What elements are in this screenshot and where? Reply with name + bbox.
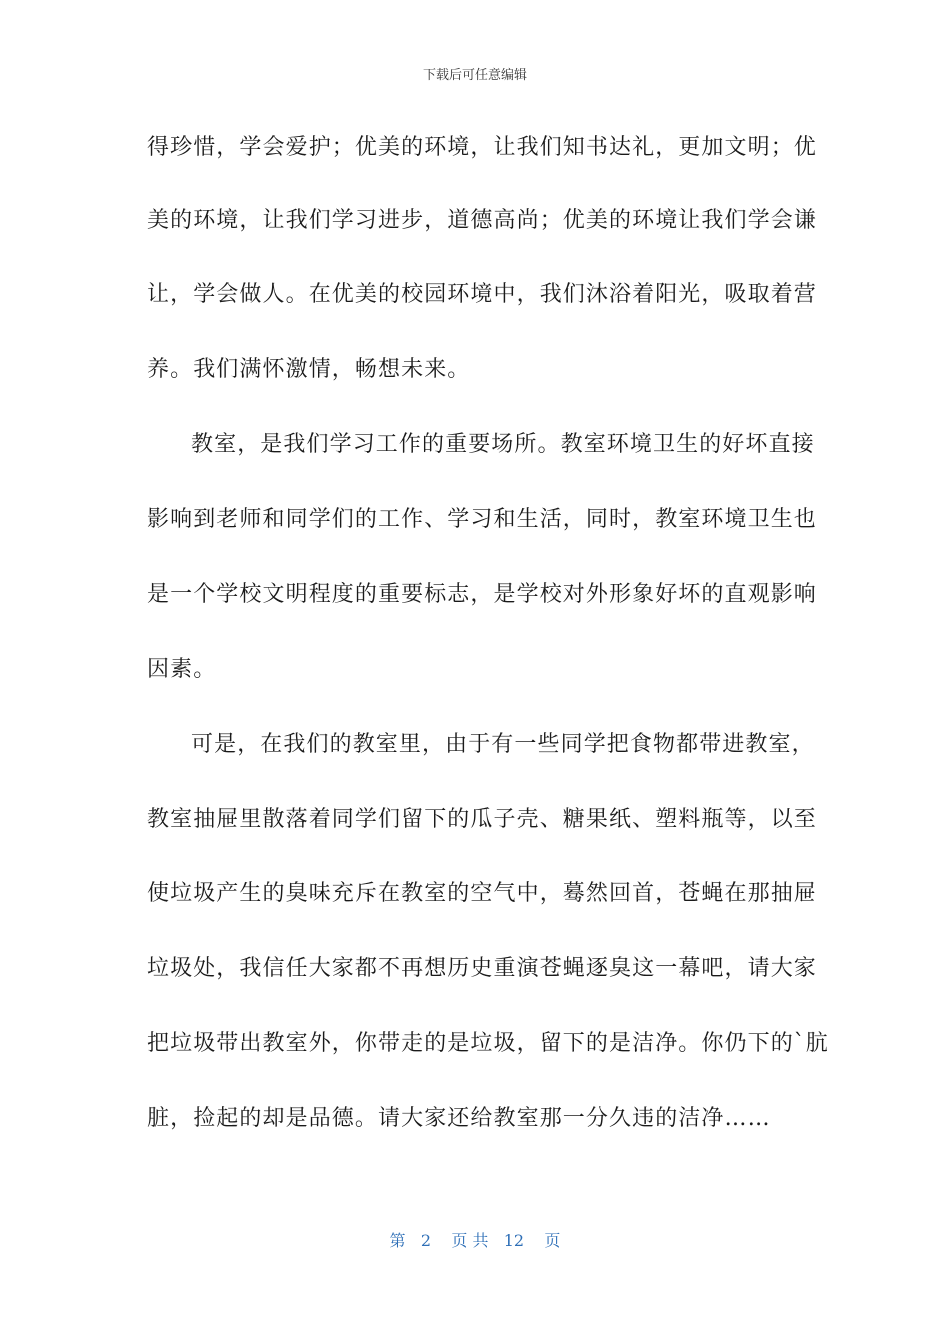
text-line: 教室抽屉里散落着同学们留下的瓜子壳、糖果纸、塑料瓶等，以至 [147,807,817,832]
text-line: 使垃圾产生的臭味充斥在教室的空气中，蓦然回首，苍蝇在那抽屉 [147,881,817,906]
paragraph-first-line: 可是，在我们的教室里，由于有一些同学把食物都带进教室， [191,732,815,757]
text-line: 得珍惜，学会爱护；优美的环境，让我们知书达礼，更加文明；优 [147,135,817,160]
text-line: 脏，捡起的却是品德。请大家还给教室那一分久违的洁净…… [147,1106,771,1131]
page-header: 下载后可任意编辑 [422,68,527,83]
text-line: 让，学会做人。在优美的校园环境中，我们沐浴着阳光，吸取着营 [147,282,817,307]
text-line: 把垃圾带出教室外，你带走的是垃圾，留下的是洁净。你仍下的`肮 [147,1031,830,1056]
page-number: 2 [420,1231,432,1250]
text-line: 影响到老师和同学们的工作、学习和生活，同时，教室环境卫生也 [147,507,817,532]
text-line: 是一个学校文明程度的重要标志，是学校对外形象好坏的直观影响 [147,582,817,607]
page-suffix: 页 [544,1231,561,1250]
page-total: 12 [503,1231,525,1250]
page-mid: 页 共 [451,1231,489,1250]
page-footer [0,1228,950,1251]
paragraph-first-line: 教室，是我们学习工作的重要场所。教室环境卫生的好坏直接 [191,432,815,457]
text-line: 因素。 [147,657,217,682]
page-prefix: 第 [389,1231,406,1250]
text-line: 垃圾处，我信任大家都不再想历史重演苍蝇逐臭这一幕吧，请大家 [147,956,817,981]
text-line: 美的环境，让我们学习进步，道德高尚；优美的环境让我们学会谦 [147,208,817,233]
text-line: 养。我们满怀激情，畅想未来。 [147,357,471,382]
